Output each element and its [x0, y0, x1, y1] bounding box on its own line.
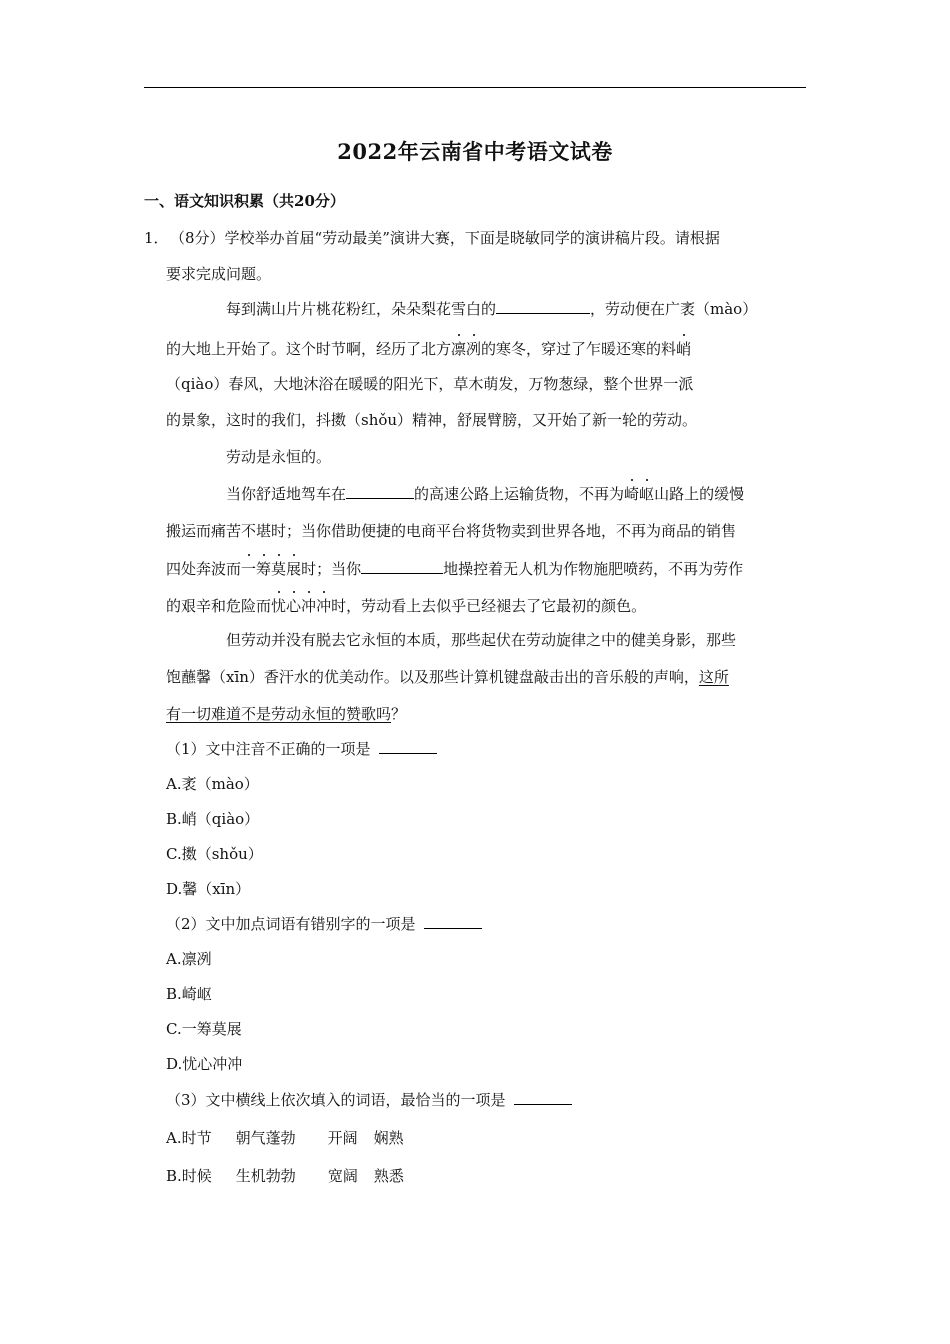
dotted-char: 冲	[301, 597, 317, 615]
dotted-char: 冽	[466, 340, 482, 358]
passage-text: ？	[391, 705, 407, 723]
answer-blank	[514, 1090, 572, 1105]
passage-text: 的艰辛和危险而	[166, 597, 272, 615]
sub-question-3	[166, 1090, 572, 1110]
passage-line: 但劳动并没有脱去它永恒的本质，那些起伏在劳动旋律之中的健美身影，那些	[226, 631, 737, 649]
dotted-char: 忧	[271, 597, 287, 615]
option-label: A.时节	[166, 1129, 212, 1147]
answer-blank	[379, 739, 437, 754]
option-word: 熟悉	[373, 1167, 404, 1185]
option-label: B.时候	[166, 1167, 212, 1185]
option-c: C.擞（shǒu）	[166, 845, 263, 863]
option-b: B.峭（qiào）	[166, 810, 260, 828]
passage-line	[166, 559, 743, 579]
passage-text: 饱蘸馨（xīn）香汗水的优美动作。以及那些计算机键盘敲击出的音乐般的声响，	[166, 668, 699, 686]
section-heading: 一、语文知识积累（共20分）	[144, 192, 345, 210]
option-d: D.馨（xīn）	[166, 880, 251, 898]
passage-line	[166, 596, 646, 616]
underlined-sentence: 这所	[698, 668, 729, 686]
passage-text: ，劳动便在广袤（mào）	[590, 300, 758, 318]
dotted-char: 展	[286, 560, 302, 578]
option-word: 娴熟	[373, 1129, 404, 1147]
fill-blank	[346, 484, 414, 499]
sub-question-1	[166, 739, 437, 759]
passage-line: 劳动是永恒的。	[226, 448, 332, 466]
dotted-char: 筹	[256, 560, 272, 578]
underlined-sentence: 有一切难道不是劳动永恒的赞歌吗	[166, 705, 392, 723]
passage-line: 的景象，这时的我们，抖擞（shǒu）精神，舒展臂膀，又开始了新一轮的劳动。	[166, 411, 698, 429]
question-intro: （8分）学校举办首届“劳动最美”演讲大赛，下面是晓敏同学的演讲稿片段。请根据	[170, 229, 720, 247]
option-a: A.袤（mào）	[166, 775, 259, 793]
dotted-char: 峭	[676, 340, 692, 358]
passage-text: 当你舒适地驾车在	[226, 485, 347, 503]
question-number: 1．	[144, 229, 169, 247]
sub-question-text: （1）文中注音不正确的一项是	[166, 740, 371, 758]
sub-question-text: （3）文中横线上依次填入的词语，最恰当的一项是	[166, 1091, 506, 1109]
passage-text: 地操控着无人机为作物施肥喷药，不再为劳作	[443, 560, 744, 578]
fill-blank	[361, 559, 443, 574]
option-c: C.一筹莫展	[166, 1020, 242, 1038]
dotted-char: 岖	[639, 485, 655, 503]
passage-text: 山路上的缓慢	[654, 485, 745, 503]
passage-text: 四处奔波而	[166, 560, 242, 578]
passage-line	[226, 484, 744, 504]
passage-line	[226, 299, 757, 319]
passage-line	[166, 704, 406, 724]
option-a	[166, 1128, 404, 1148]
dotted-char: 冲	[316, 597, 332, 615]
option-word: 朝气蓬勃	[235, 1129, 296, 1147]
passage-text: 时；当你	[301, 560, 362, 578]
answer-blank	[424, 914, 482, 929]
passage-text: 的大地上开始了。这个时节啊，经历了北方	[166, 340, 452, 358]
option-b: B.崎岖	[166, 985, 212, 1003]
dotted-char: 心	[286, 597, 302, 615]
sub-question-text: （2）文中加点词语有错别字的一项是	[166, 915, 416, 933]
option-word: 生机勃勃	[235, 1167, 296, 1185]
sub-question-2	[166, 914, 482, 934]
passage-text: 时，劳动看上去似乎已经褪去了它最初的颜色。	[331, 597, 647, 615]
passage-text: 的高速公路上运输货物，不再为	[414, 485, 625, 503]
page-title: 2022年云南省中考语文试卷	[337, 139, 613, 164]
option-d: D.忧心冲冲	[166, 1055, 243, 1073]
header-rule	[144, 87, 806, 88]
passage-text: 每到满山片片桃花粉红，朵朵梨花雪白的	[226, 300, 497, 318]
passage-text: 的寒冬，穿过了乍暖还寒的料	[481, 340, 677, 358]
dotted-char: 崎	[624, 485, 640, 503]
passage-line: （qiào）春风，大地沐浴在暖暖的阳光下，草木萌发，万物葱绿，整个世界一派	[166, 375, 694, 393]
option-b	[166, 1166, 404, 1186]
option-word: 开阔	[327, 1129, 358, 1147]
passage-line	[166, 667, 729, 687]
dotted-char: 莫	[271, 560, 287, 578]
option-a: A.凛冽	[166, 950, 212, 968]
question-intro-cont: 要求完成问题。	[166, 265, 272, 283]
option-word: 宽阔	[327, 1167, 358, 1185]
passage-line: 搬运而痛苦不堪时；当你借助便捷的电商平台将货物卖到世界各地，不再为商品的销售	[166, 522, 737, 540]
dotted-char: 凛	[451, 340, 467, 358]
fill-blank	[496, 299, 590, 314]
passage-line	[166, 339, 691, 359]
dotted-char: 一	[241, 560, 257, 578]
